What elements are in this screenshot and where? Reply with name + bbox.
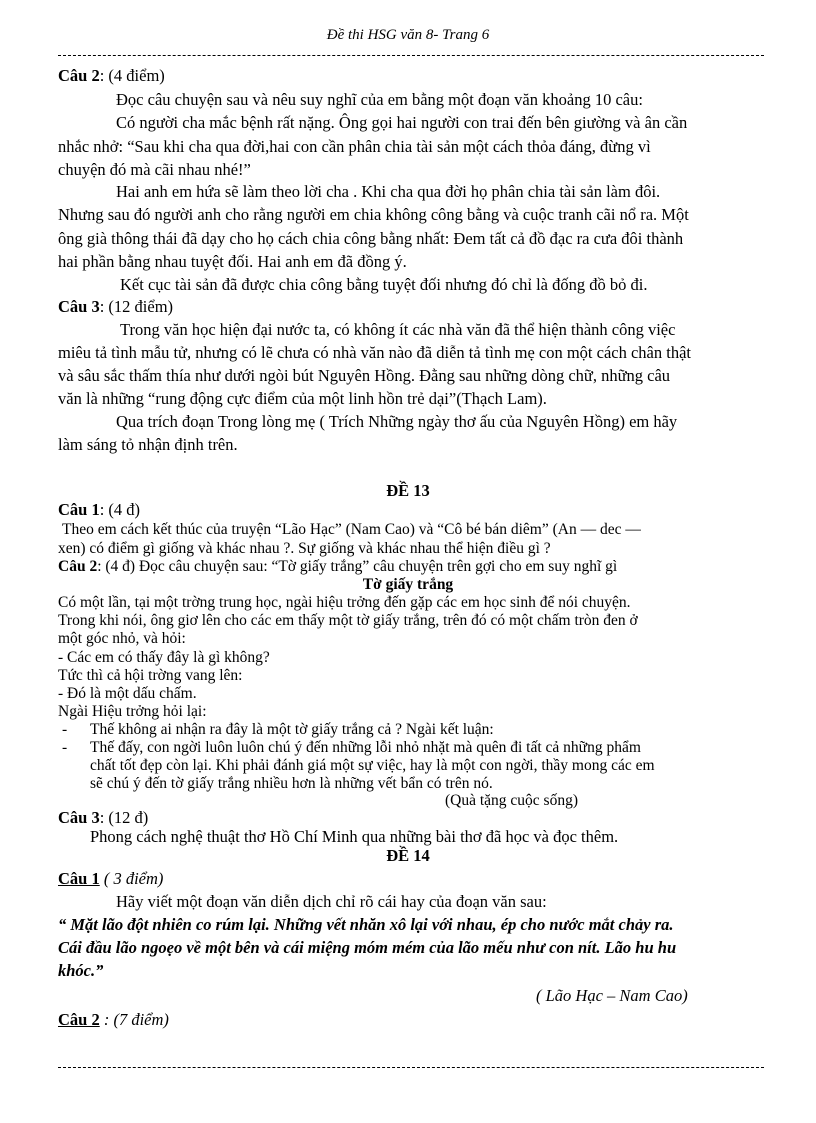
paragraph-line: miêu tả tình mẫu tử, nhưng có lẽ chưa có nhà văn nào đã diễn tả tình mẹ con một cách chân thật (58, 343, 692, 362)
paragraph-line: ông già thông thái đã dạy cho họ cách chia công bằng nhất: Đem tất cả đồ đạc ra cưa đôi thành (58, 229, 684, 248)
question-points: : (4 đ) (99, 500, 141, 519)
question-label: Câu 3 (58, 297, 100, 316)
bullet-line: Thế đấy, con ngời luôn luôn chú ý đến những lỗi nhỏ nhặt mà quên đi tất cả những phẩm (90, 739, 641, 756)
bullet-line: Thế không ai nhận ra đây là một tờ giấy trắng cả ? Ngài kết luận: (90, 721, 494, 738)
exam-13-heading: ĐỀ 13 (386, 481, 430, 500)
question-1-heading (58, 500, 140, 520)
question-points: : (12 điểm) (99, 297, 174, 316)
paragraph-line: Có một lần, tại một trờng trung học, ngài hiệu trởng đến gặp các em học sinh để nói chuyện. (58, 594, 631, 611)
paragraph-line: Trong văn học hiện đại nước ta, có không ít các nhà văn đã thể hiện thành công việc (120, 320, 676, 339)
question-3-heading (58, 297, 173, 317)
question-points: ( 3 điểm) (99, 869, 164, 888)
paragraph-line: xen) có điểm gì giống và khác nhau ?. Sự giống và khác nhau thể hiện điều gì ? (58, 540, 551, 557)
paragraph-line: Kết cục tài sản đã được chia công bằng tuyệt đối nhưng đó chỉ là đống đồ bỏ đi. (120, 275, 648, 294)
paragraph-line: Có người cha mắc bệnh rất nặng. Ông gọi hai người con trai đến bên giường và ân cần (116, 113, 688, 132)
question-1-heading (58, 869, 163, 889)
quote-line: “ Mặt lão đột nhiên co rúm lại. Những vết nhăn xô lại với nhau, ép cho nước mắt chảy ra. (58, 915, 674, 934)
question-points: : (12 đ) (99, 808, 149, 827)
paragraph-line: và sâu sắc thấm thía như dưới ngòi bút Nguyên Hồng. Đằng sau những dòng chữ, những câu (58, 366, 671, 385)
question-label: Câu 2 (58, 1010, 100, 1029)
bullet-dash: - (62, 721, 68, 738)
paragraph-line: chuyện đó mà cãi nhau nhé!” (58, 160, 251, 179)
bullet-line: chất tốt đẹp còn lại. Khi phải đánh giá một sự việc, hay là một con ngời, thầy mong các em (90, 757, 655, 774)
paragraph-line: Theo em cách kết thúc của truyện “Lão Hạc” (Nam Cao) và “Cô bé bán diêm” (An — dec — (62, 521, 641, 538)
story-title: Tờ giấy trắng (362, 576, 454, 593)
paragraph-line: - Đó là một dấu chấm. (58, 685, 197, 702)
quote-line: khóc.” (58, 961, 104, 980)
question-label: Câu 1 (58, 869, 100, 888)
bullet-dash: - (62, 739, 68, 756)
paragraph-line: - Các em có thấy đây là gì không? (58, 649, 270, 666)
page-header: Đề thi HSG văn 8- Trang 6 (326, 27, 490, 43)
paragraph-line: Tức thì cả hội trờng vang lên: (58, 667, 243, 684)
quote-source: ( Lão Hạc – Nam Cao) (536, 986, 688, 1005)
bullet-line: sẽ chú ý đến tờ giấy trắng nhiều hơn là những vết bẩn có trên nó. (90, 775, 493, 792)
question-label: Câu 1 (58, 500, 100, 519)
paragraph-line: Hai anh em hứa sẽ làm theo lời cha . Khi cha qua đời họ phân chia tài sản làm đôi. (116, 182, 661, 201)
paragraph-line: Qua trích đoạn Trong lòng mẹ ( Trích Những ngày thơ ấu của Nguyên Hồng) em hãy (116, 412, 678, 431)
paragraph-line: nhắc nhở: “Sau khi cha qua đời,hai con cần phân chia tài sản một cách thỏa đáng, đừng vì (58, 137, 651, 156)
question-3-heading (58, 808, 148, 828)
paragraph-line: văn là những “rung động cực điểm của một linh hồn trẻ dại”(Thạch Lam). (58, 389, 547, 408)
footer-divider (58, 1067, 764, 1068)
paragraph-line: làm sáng tỏ nhận định trên. (58, 435, 238, 454)
paragraph-line: hai phần bằng nhau tuyệt đối. Hai anh em đã đồng ý. (58, 252, 407, 271)
paragraph-line: Hãy viết một đoạn văn diễn dịch chỉ rõ cái hay của đoạn văn sau: (116, 892, 547, 911)
question-label: Câu 2 (58, 66, 100, 85)
question-points: : (7 điểm) (99, 1010, 169, 1029)
paragraph-line: Phong cách nghệ thuật thơ Hồ Chí Minh qua những bài thơ đã học và đọc thêm. (90, 827, 619, 846)
paragraph-line: một góc nhỏ, và hỏi: (58, 630, 186, 647)
header-divider (58, 55, 764, 56)
question-points: : (4 điểm) (99, 66, 165, 85)
question-2-heading (58, 1010, 169, 1030)
paragraph-line: Trong khi nói, ông giơ lên cho các em thấy một tờ giấy trắng, trên đó có một chấm tròn đen ở (58, 612, 638, 629)
quote-line: Cái đầu lão ngoẹo về một bên và cái miệng móm mém của lão mếu như con nít. Lão hu hu (58, 938, 677, 957)
paragraph-line: Ngài Hiệu trởng hỏi lại: (58, 703, 207, 720)
question-text: : (4 đ) Đọc câu chuyện sau: “Tờ giấy trắng” câu chuyện trên gợi cho em suy nghĩ gì (97, 558, 618, 575)
question-label: Câu 3 (58, 808, 100, 827)
question-2-heading (58, 557, 617, 577)
question-2-heading (58, 66, 165, 86)
source-citation: (Quà tặng cuộc sống) (445, 792, 578, 809)
paragraph-line: Nhưng sau đó người anh cho rằng người em chia không công bằng và cuộc tranh cãi nổ ra. Một (58, 205, 689, 224)
exam-14-heading: ĐỀ 14 (386, 846, 430, 865)
question-label: Câu 2 (58, 558, 98, 575)
paragraph-line: Đọc câu chuyện sau và nêu suy nghĩ của em bằng một đoạn văn khoảng 10 câu: (116, 90, 643, 109)
